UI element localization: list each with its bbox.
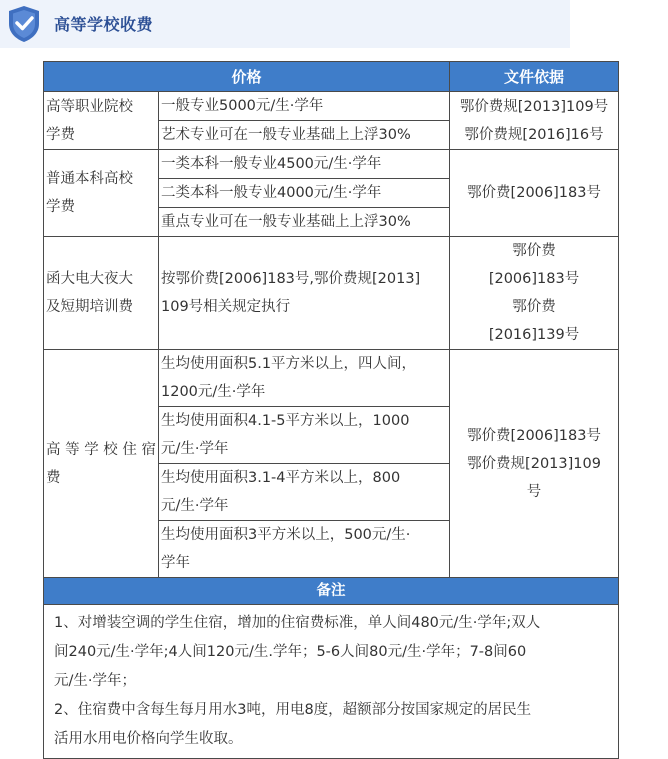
table-row [44,350,619,407]
document-basis-line: 鄂价费 [512,243,556,259]
shield-check-icon [6,4,42,44]
fee-item-line: 1200元/生·学年 [161,384,266,400]
fee-item-line: 元/生·学年 [161,441,229,457]
fee-category-line: 高等学校住宿 [46,441,156,458]
table-row [44,150,619,179]
fee-category [44,237,159,350]
fee-category [44,150,159,237]
fee-category-line: 函大电大夜大 [46,271,133,287]
fee-item [159,92,450,121]
price-column-header: 价格 [44,62,450,92]
fee-item [159,350,450,407]
fee-item-line: 按鄂价费[2006]183号,鄂价费规[2013] [161,271,421,287]
fee-category-line: 学费 [46,199,75,215]
fee-item [159,150,450,179]
fee-item [159,237,450,350]
fee-item-line: 二类本科一般专业4000元/生·学年 [161,185,382,201]
notes-title: 备注 [44,578,619,605]
fee-item-line: 生均使用面积3.1-4平方米以上，800 [161,470,401,486]
fee-table [43,61,619,759]
fee-item [159,464,450,521]
fee-item [159,521,450,578]
fee-category-line: 费 [46,469,61,486]
table-row [44,92,619,121]
document-basis [450,237,619,350]
document-basis-line: 号 [526,483,542,500]
fee-item-line: 一般专业5000元/生·学年 [161,98,324,114]
fee-item-line: 一类本科一般专业4500元/生·学年 [161,156,382,172]
document-basis-line: 鄂价费 [512,299,556,315]
notes-text [44,605,619,759]
document-basis [450,350,619,578]
document-basis [450,92,619,150]
note-line: 活用水用电价格向学生收取。 [54,731,243,747]
fee-item [159,121,450,150]
fee-item-line: 元/生·学年 [161,498,229,514]
fee-category-line: 及短期培训费 [46,299,133,315]
note-line: 1、对增装空调的学生住宿，增加的住宿费标准，单人间480元/生·学年;双人 [54,615,541,631]
document-basis [450,150,619,237]
basis-column-header: 文件依据 [450,62,619,92]
table-header-row [44,62,619,92]
document-basis-line: 鄂价费[2006]183号 [467,185,601,201]
note-line: 2、住宿费中含每生每月用水3吨，用电8度，超额部分按国家规定的居民生 [54,702,532,718]
fee-item-line: 生均使用面积5.1平方米以上，四人间， [161,356,417,372]
fee-item-line: 重点专业可在一般专业基础上上浮30% [161,214,411,230]
fee-category-line: 学费 [46,126,75,143]
section-header [0,0,570,48]
fee-item [159,208,450,237]
document-basis-line: 鄂价费规[2013]109号 [459,98,609,115]
fee-item-line: 生均使用面积4.1-5平方米以上，1000 [161,413,410,429]
fee-category [44,92,159,150]
document-basis-line: 鄂价费规[2016]16号 [464,126,604,143]
fee-item-line: 学年 [161,555,190,571]
table-row [44,237,619,350]
notes-header-row [44,578,619,605]
fee-item-line: 生均使用面积3平方米以上，500元/生· [161,527,411,543]
notes-row [44,605,619,759]
page-title: 高等学校收费 [54,15,154,34]
note-line: 间240元/生·学年;4人间120元/生.学年；5-6人间80元/生·学年；7-8间60 [54,644,527,660]
fee-category-line: 高等职业院校 [46,98,133,115]
fee-item-line: 艺术专业可在一般专业基础上上浮30% [161,127,411,143]
document-basis-line: 鄂价费规[2013]109 [467,455,601,472]
document-basis-line: [2016]139号 [488,327,580,343]
fee-item [159,179,450,208]
document-basis-line: [2006]183号 [488,271,580,287]
fee-item-line: 109号相关规定执行 [161,299,291,315]
note-line: 元/生·学年； [54,673,136,689]
fee-category [44,350,159,578]
fee-category-line: 普通本科高校 [46,171,133,187]
document-basis-line: 鄂价费[2006]183号 [467,427,601,444]
fee-item [159,407,450,464]
